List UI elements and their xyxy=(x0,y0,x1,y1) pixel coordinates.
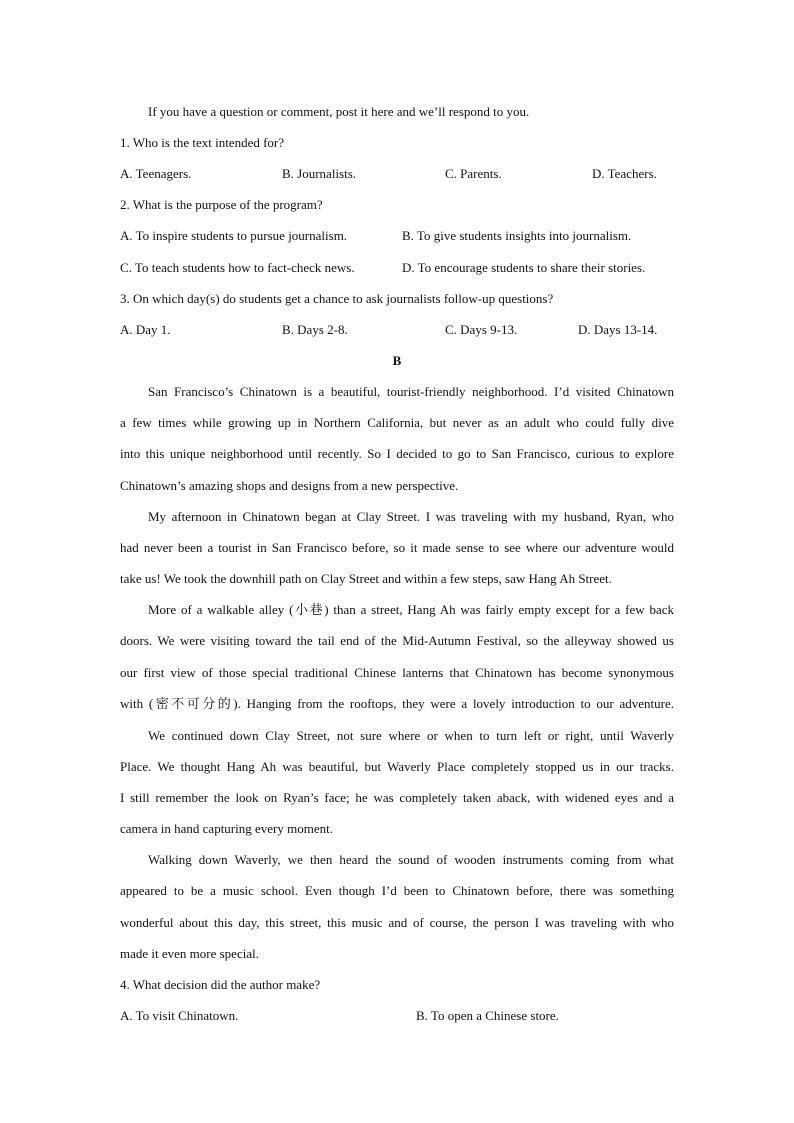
passage-line: made it even more special. xyxy=(120,946,259,961)
passage-line: appeared to be a music school. Even though I’d been to Chinatown before, there was something xyxy=(120,883,674,898)
q4-option-a: A. To visit Chinatown. xyxy=(120,1008,239,1023)
passage-line: wonderful about this day, this street, this music and of course, the person I was traveling with who xyxy=(120,915,674,930)
intro-line: If you have a question or comment, post it here and we’ll respond to you. xyxy=(148,104,530,119)
q2-option-c: C. To teach students how to fact-check news. xyxy=(120,260,355,275)
q1-option-c: C. Parents. xyxy=(445,166,502,181)
q2-option-a: A. To inspire students to pursue journalism. xyxy=(120,228,348,243)
q3-option-d: D. Days 13-14. xyxy=(578,322,658,337)
passage-line: I still remember the look on Ryan’s face; he was completely taken aback, with widened eyes and a xyxy=(120,790,674,805)
passage-line: our first view of those special traditional Chinese lanterns that Chinatown has become synonymous xyxy=(120,665,674,680)
section-b-heading: B xyxy=(392,353,402,368)
q2-option-b: B. To give students insights into journalism. xyxy=(402,228,632,243)
q2-option-d: D. To encourage students to share their stories. xyxy=(402,260,646,275)
passage-line: We continued down Clay Street, not sure where or when to turn left or right, until Waverly xyxy=(148,728,674,743)
passage-line: More of a walkable alley (小巷) than a street, Hang Ah was fairly empty except for a few back xyxy=(148,602,674,617)
q1-option-d: D. Teachers. xyxy=(592,166,657,181)
question-3-stem: 3. On which day(s) do students get a chance to ask journalists follow-up questions? xyxy=(120,291,554,306)
passage-line: Walking down Waverly, we then heard the sound of wooden instruments coming from what xyxy=(148,852,674,867)
question-2-stem: 2. What is the purpose of the program? xyxy=(120,197,323,212)
passage-line: take us! We took the downhill path on Clay Street and within a few steps, saw Hang Ah Street. xyxy=(120,571,612,586)
q3-option-a: A. Day 1. xyxy=(120,322,171,337)
passage-line: Chinatown’s amazing shops and designs from a new perspective. xyxy=(120,478,459,493)
question-1-stem: 1. Who is the text intended for? xyxy=(120,135,285,150)
q3-option-c: C. Days 9-13. xyxy=(445,322,518,337)
q3-option-b: B. Days 2-8. xyxy=(282,322,348,337)
passage-line: Place. We thought Hang Ah was beautiful, but Waverly Place completely stopped us in our tracks. xyxy=(120,759,674,774)
q4-option-b: B. To open a Chinese store. xyxy=(416,1008,559,1023)
question-4-stem: 4. What decision did the author make? xyxy=(120,977,321,992)
passage-line: camera in hand capturing every moment. xyxy=(120,821,333,836)
passage-line: into this unique neighborhood until recently. So I decided to go to San Francisco, curious to explore xyxy=(120,446,674,461)
passage-line: with (密不可分的). Hanging from the rooftops, they were a lovely introduction to our adventure. xyxy=(120,696,674,711)
q1-option-b: B. Journalists. xyxy=(282,166,357,181)
passage-line: My afternoon in Chinatown began at Clay Street. I was traveling with my husband, Ryan, who xyxy=(148,509,674,524)
passage-line: San Francisco’s Chinatown is a beautiful, tourist-friendly neighborhood. I’d visited Chinatown xyxy=(148,384,674,399)
passage-line: doors. We were visiting toward the tail end of the Mid-Autumn Festival, so the alleyway showed us xyxy=(120,633,674,648)
passage-line: a few times while growing up in Northern California, but never as an adult who could fully dive xyxy=(120,415,674,430)
q1-option-a: A. Teenagers. xyxy=(120,166,192,181)
passage-line: had never been a tourist in San Francisco before, so it made sense to see where our adventure would xyxy=(120,540,674,555)
